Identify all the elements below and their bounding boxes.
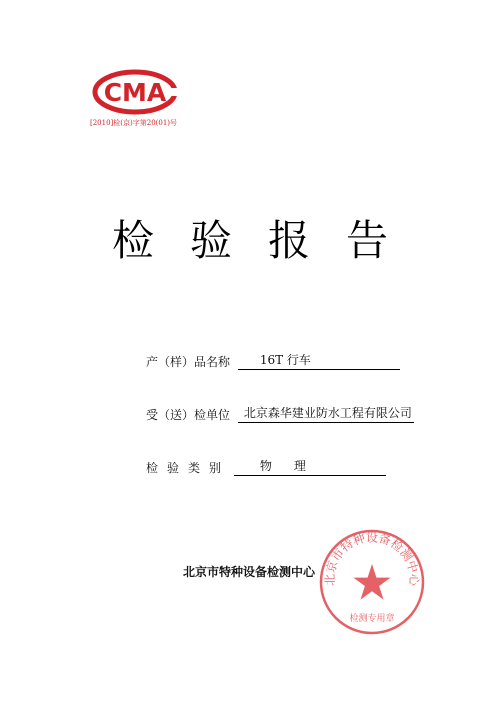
field-client-unit bbox=[146, 404, 414, 424]
cma-logo-icon bbox=[92, 68, 178, 116]
field-value: 物理 bbox=[234, 457, 386, 476]
field-test-category bbox=[146, 457, 386, 477]
organization-name: 北京市特种设备检测中心 bbox=[183, 565, 316, 579]
field-product-name bbox=[146, 351, 400, 371]
field-label: 受（送）检单位 bbox=[146, 408, 231, 422]
page-title: 检验报告 bbox=[111, 216, 424, 265]
seal-star-icon bbox=[353, 564, 390, 600]
field-label: 检验类别 bbox=[146, 461, 231, 475]
official-seal-icon bbox=[318, 528, 426, 636]
field-label: 产（样）品名称 bbox=[146, 355, 231, 369]
cma-logo-text: CMA bbox=[103, 78, 167, 107]
field-value: 16T 行车 bbox=[238, 351, 400, 370]
seal-arc-text: 北京市特种设备检测中心 bbox=[322, 530, 422, 587]
field-value: 北京森华建业防水工程有限公司 bbox=[238, 404, 414, 423]
cert-code: [2010]检(京)字第20(01)号 bbox=[90, 119, 178, 127]
seal-bottom-text: 检测专用章 bbox=[349, 614, 395, 624]
